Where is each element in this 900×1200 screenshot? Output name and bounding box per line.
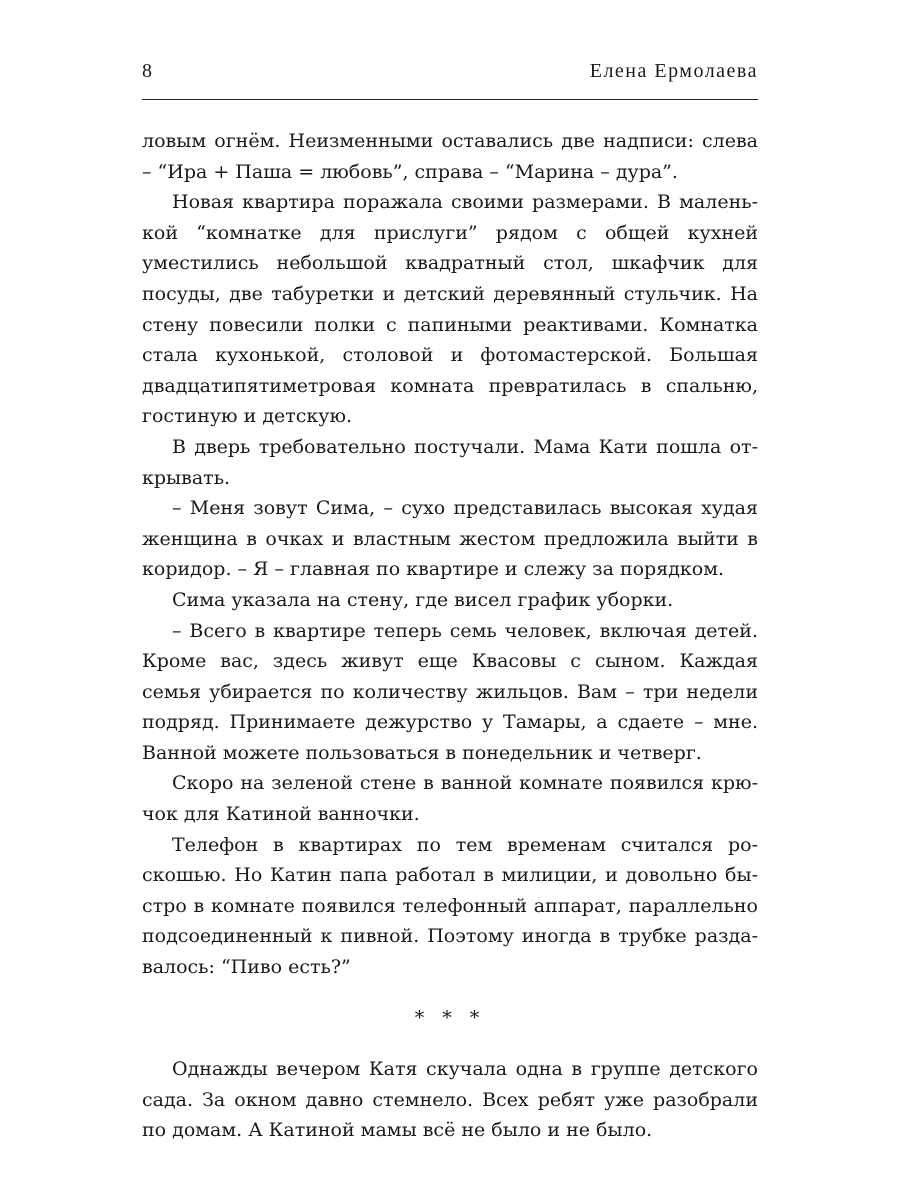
section-separator: * * * (414, 1006, 486, 1029)
paragraph: Однажды вечером Катя скучала одна в группе детского сада. За окном давно стемнело. Всех ребят уже разобрали по домам. А Катиной мамы всё не было и не было. (142, 1058, 758, 1142)
body-text (142, 126, 758, 1146)
author-name: Елена Ермолаева (589, 60, 758, 82)
book-page (142, 60, 758, 1160)
running-head (142, 60, 758, 100)
paragraph: В дверь требовательно постучали. Мама Кати пошла открывать. (142, 435, 758, 489)
paragraph: ловым огнём. Неизменными оставались две надписи: слева – “Ира + Паша = любовь”, справа – “Марина – дура”. (142, 130, 758, 183)
paragraph: Телефон в квартирах по тем временам считался роскошью. Но Катин папа работал в милиции, и довольно быстро в комнате появился телефонный аппарат, параллельно подсоединенный к пивной. Поэтому иногда в трубке раздавалось: “Пиво есть?” (142, 833, 758, 979)
page-number: 8 (142, 60, 152, 82)
paragraph: – Меня зовут Сима, – сухо представилась высокая худая женщина в очках и властным жестом предложила выйти в коридор. – Я – главная по квартире и слежу за порядком. (142, 497, 758, 581)
paragraph: Скоро на зеленой стене в ванной комнате появился крючок для Катиной ванночки. (142, 772, 758, 826)
paragraph: Новая квартира поражала своими размерами. В маленькой “комнатке для прислуги” рядом с общей кухней уместились небольшой квадратный стол, шкафчик для посуды, две табуретки и детский деревянный стульчик. На стену повесили полки с папиными реактивами. Комнатка стала кухонькой, столовой и фотомастерской. Большая двадцатипятиметровая комната превратилась в спальню, гостиную и детскую. (142, 191, 758, 428)
paragraph: Сима указала на стену, где висел график уборки. (172, 588, 674, 611)
paragraph: – Всего в квартире теперь семь человек, включая детей. Кроме вас, здесь живут еще Квасовы с сыном. Каждая семья убирается по количеству жильцов. Вам – три недели подряд. Принимаете дежурство у Тамары, а сдаете – мне. Ванной можете пользоваться в понедельник и четверг. (142, 619, 758, 764)
